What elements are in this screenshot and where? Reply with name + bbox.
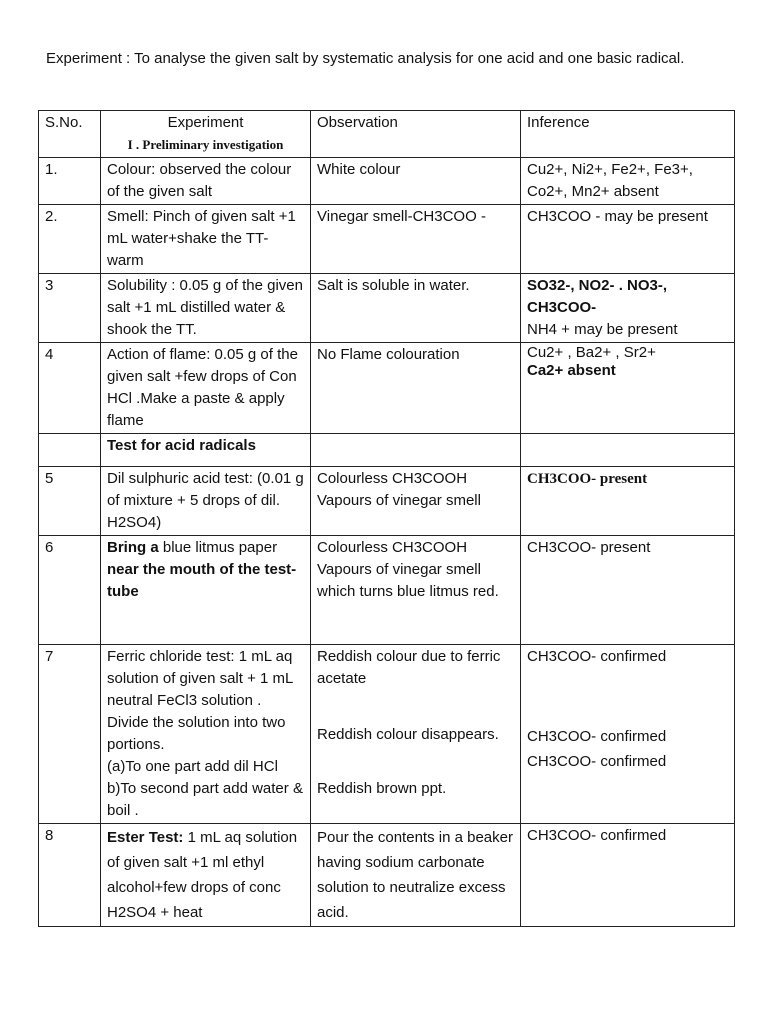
table-row	[39, 536, 735, 645]
row-inference: Cu2+ , Ba2+ , Sr2+ Ca2+ absent	[521, 343, 735, 434]
table-row	[39, 645, 735, 824]
row-sno: 5	[39, 467, 101, 536]
row-experiment: Colour: observed the colour of the given salt	[101, 158, 311, 205]
row-inference: CH3COO- confirmed	[521, 824, 735, 927]
row-observation: Colourless CH3COOH Vapours of vinegar smell which turns blue litmus red.	[311, 536, 521, 645]
row-inference: CH3COO- present	[521, 467, 735, 536]
row-sno: 2.	[39, 205, 101, 274]
row-observation: Colourless CH3COOH Vapours of vinegar smell	[311, 467, 521, 536]
table-row	[39, 824, 735, 927]
page-heading: Experiment : To analyse the given salt by systematic analysis for one acid and one basic radical.	[46, 50, 685, 67]
table-row	[39, 467, 735, 536]
row-inference: CH3COO- present	[521, 536, 735, 645]
row-observation: No Flame colouration	[311, 343, 521, 434]
row-observation: Reddish colour due to ferric acetate Reddish colour disappears. Reddish brown ppt.	[311, 645, 521, 824]
table-header-row	[39, 111, 735, 158]
row-observation: Pour the contents in a beaker having sodium carbonate solution to neutralize excess acid.	[311, 824, 521, 927]
table-row	[39, 205, 735, 274]
table-row	[39, 343, 735, 434]
row-experiment: Bring a blue litmus paper near the mouth of the test-tube	[101, 536, 311, 645]
section-acid-radicals: Test for acid radicals	[101, 434, 311, 467]
row-inference: CH3COO- confirmed CH3COO- confirmed CH3COO- confirmed	[521, 645, 735, 824]
table-row	[39, 158, 735, 205]
row-experiment: Ester Test: 1 mL aq solution of given salt +1 ml ethyl alcohol+few drops of conc H2SO4 + heat	[101, 824, 311, 927]
row-inference: SO32-, NO2- . NO3-, CH3COO- NH4 + may be present	[521, 274, 735, 343]
row-sno: 6	[39, 536, 101, 645]
column-header-sno: S.No.	[39, 111, 101, 158]
row-sno: 3	[39, 274, 101, 343]
column-header-observation: Observation	[311, 111, 521, 158]
section-preliminary: I . Preliminary investigation	[127, 137, 284, 152]
row-inference: Cu2+, Ni2+, Fe2+, Fe3+, Co2+, Mn2+ absent	[521, 158, 735, 205]
row-observation: Vinegar smell-CH3COO -	[311, 205, 521, 274]
row-sno: 1.	[39, 158, 101, 205]
row-experiment: Dil sulphuric acid test: (0.01 g of mixture + 5 drops of dil. H2SO4)	[101, 467, 311, 536]
row-sno: 8	[39, 824, 101, 927]
salt-analysis-table	[38, 110, 735, 927]
column-header-inference: Inference	[521, 111, 735, 158]
row-experiment: Solubility : 0.05 g of the given salt +1 mL distilled water & shook the TT.	[101, 274, 311, 343]
row-experiment: Smell: Pinch of given salt +1 mL water+shake the TT- warm	[101, 205, 311, 274]
row-observation: White colour	[311, 158, 521, 205]
column-header-experiment: Experiment I . Preliminary investigation	[101, 111, 311, 158]
table-row	[39, 274, 735, 343]
section-row	[39, 434, 735, 467]
row-observation: Salt is soluble in water.	[311, 274, 521, 343]
row-inference: CH3COO - may be present	[521, 205, 735, 274]
row-experiment: Action of flame: 0.05 g of the given salt +few drops of Con HCl .Make a paste & apply flame	[101, 343, 311, 434]
row-experiment: Ferric chloride test: 1 mL aq solution of given salt + 1 mL neutral FeCl3 solution . Divide the solution into two portions. (a)To one part add dil HCl b)To second part add water & boil .	[101, 645, 311, 824]
row-sno: 4	[39, 343, 101, 434]
row-sno: 7	[39, 645, 101, 824]
